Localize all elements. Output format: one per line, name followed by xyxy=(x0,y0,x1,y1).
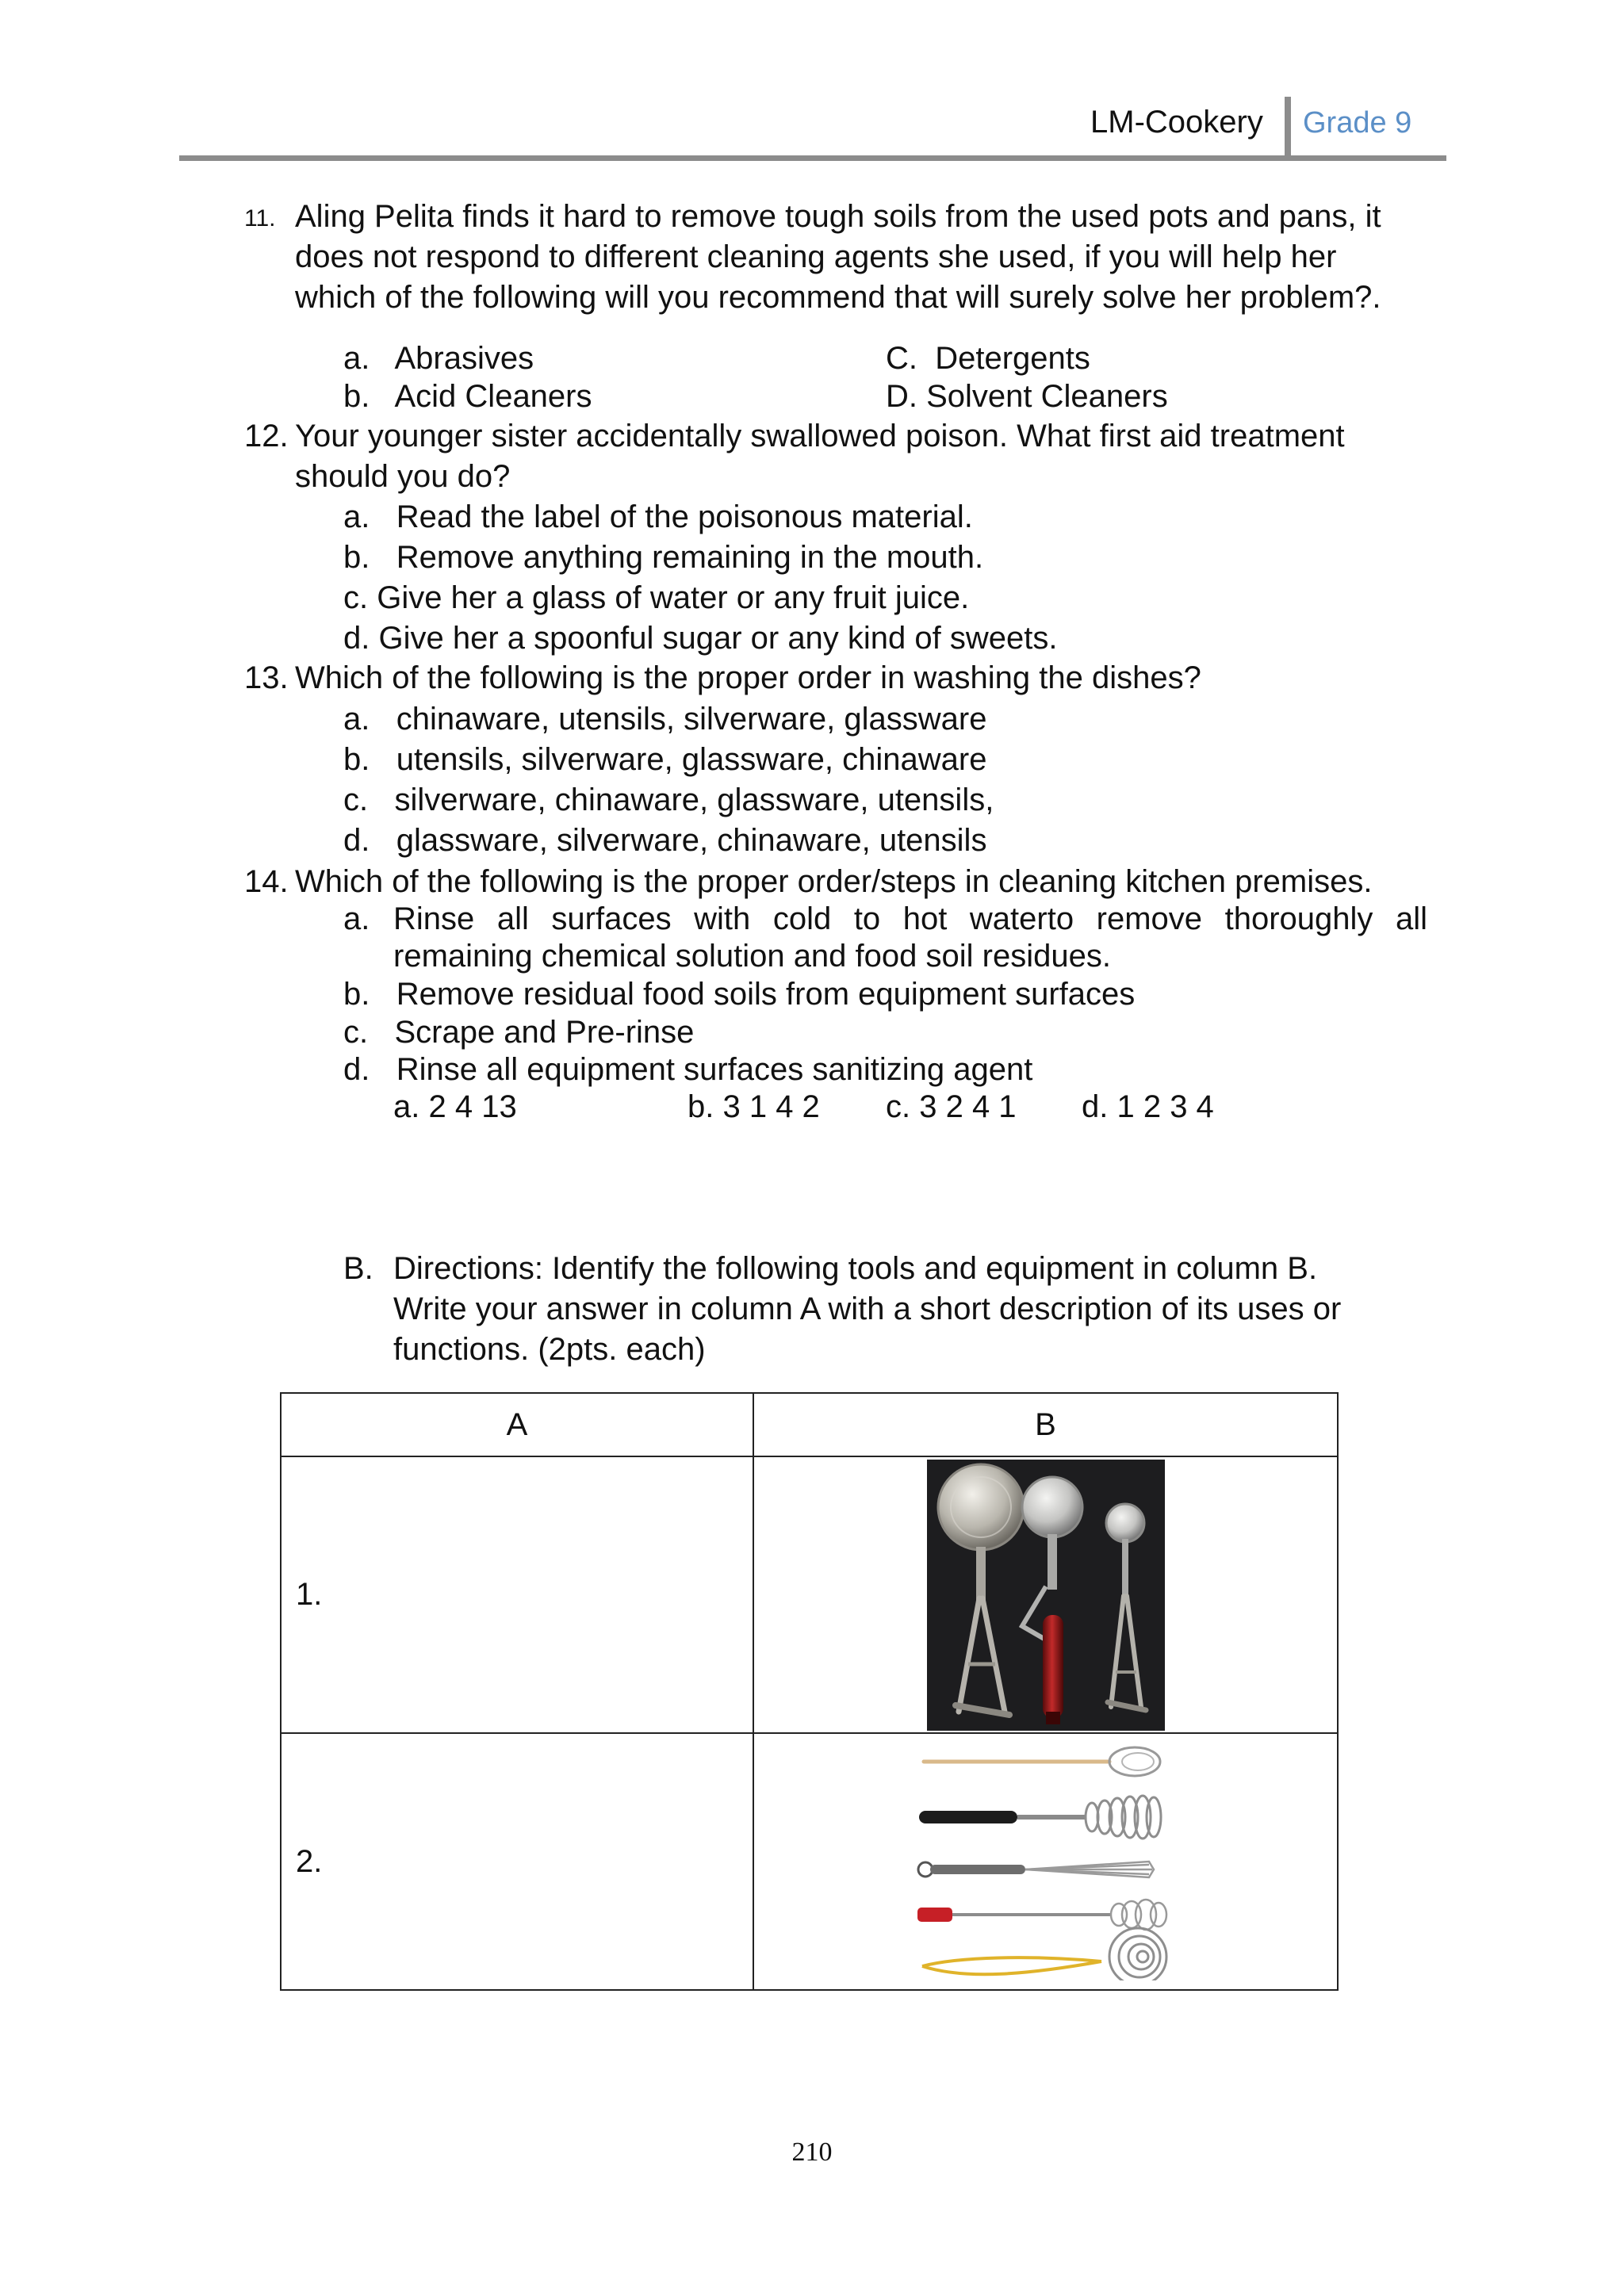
part-b-line-1: Directions: Identify the following tools and equipment in column B. xyxy=(393,1251,1318,1286)
q14-step-a-word: hot xyxy=(902,901,948,936)
header-grade: Grade 9 xyxy=(1303,106,1412,140)
q11-line-2: does not respond to different cleaning agents she used, if you will help her xyxy=(295,239,1337,274)
q13-option-a: a. chinaware, utensils, silverware, glassware xyxy=(343,702,987,737)
q14-step-a-word: surfaces xyxy=(551,901,672,936)
q11-option-c: C. Detergents xyxy=(886,341,1090,376)
q12-option-b: b. Remove anything remaining in the mouth. xyxy=(343,540,984,575)
q14-step-a-word: thoroughly xyxy=(1224,901,1373,936)
q13-line-1: Which of the following is the proper order in washing the dishes? xyxy=(295,660,1201,695)
q12-option-a: a. Read the label of the poisonous material. xyxy=(343,499,973,534)
q12-line-2: should you do? xyxy=(295,459,511,494)
answer-cell-2 xyxy=(281,1733,753,1990)
q12-number: 12. xyxy=(244,419,289,453)
image-cell-2 xyxy=(753,1733,1338,1990)
q14-step-c: c. Scrape and Pre-rinse xyxy=(343,1015,695,1050)
part-b-line-2: Write your answer in column A with a short description of its uses or xyxy=(393,1292,1342,1326)
table-header-row xyxy=(281,1393,1338,1456)
q14-step-a-letter: a. xyxy=(343,901,370,936)
header-title: LM-Cookery xyxy=(1090,105,1263,140)
row-number-1: 1. xyxy=(296,1577,323,1612)
q14-choice-d: d. 1 2 3 4 xyxy=(1082,1089,1214,1124)
header-rule xyxy=(179,155,1446,161)
answer-cell-1 xyxy=(281,1456,753,1733)
q11-option-b: b. Acid Cleaners xyxy=(343,379,592,414)
header-separator xyxy=(1285,97,1291,159)
q14-step-d: d. Rinse all equipment surfaces sanitizing agent xyxy=(343,1052,1033,1087)
q13-option-d: d. glassware, silverware, chinaware, utensils xyxy=(343,823,987,858)
image-cell-1 xyxy=(753,1456,1338,1733)
q13-option-b: b. utensils, silverware, glassware, chinaware xyxy=(343,742,987,777)
tools-table xyxy=(280,1392,1339,1991)
q14-choice-a: a. 2 4 13 xyxy=(393,1089,517,1124)
q11-line-1: Aling Pelita finds it hard to remove tough soils from the used pots and pans, it xyxy=(295,199,1381,234)
q14-step-b: b. Remove residual food soils from equipment surfaces xyxy=(343,977,1136,1012)
table-row xyxy=(281,1733,1338,1990)
q14-step-a-line-2: remaining chemical solution and food soil residues. xyxy=(393,939,1111,974)
q14-step-a-word: all xyxy=(1395,901,1427,936)
q11-line-3: which of the following will you recommend that will surely solve her problem?. xyxy=(295,280,1381,315)
q13-number: 13. xyxy=(244,660,289,695)
q12-line-1: Your younger sister accidentally swallowed poison. What first aid treatment xyxy=(295,419,1345,453)
q11-number: 11. xyxy=(244,205,276,232)
q14-step-a-word: Rinse xyxy=(393,901,475,936)
q14-step-a-word: with xyxy=(694,901,751,936)
q14-step-a-word: waterto xyxy=(969,901,1074,936)
q13-option-c: c. silverware, chinaware, glassware, utensils, xyxy=(343,783,994,817)
q14-number: 14. xyxy=(244,864,289,899)
q14-step-a-word: remove xyxy=(1096,901,1203,936)
q14-step-a-word: all xyxy=(496,901,529,936)
q14-step-a-word: cold xyxy=(772,901,832,936)
ice-cream-scoops-image xyxy=(927,1460,1165,1731)
q11-option-d: D. Solvent Cleaners xyxy=(886,379,1168,414)
column-b-header: B xyxy=(753,1393,1338,1456)
q12-option-d: d. Give her a spoonful sugar or any kind of sweets. xyxy=(343,621,1058,656)
q11-option-a: a. Abrasives xyxy=(343,341,534,376)
row-number-2: 2. xyxy=(296,1843,323,1879)
part-b-line-3: functions. (2pts. each) xyxy=(393,1332,706,1367)
column-a-header: A xyxy=(281,1393,753,1456)
q14-line-1: Which of the following is the proper order/steps in cleaning kitchen premises. xyxy=(295,864,1373,899)
whisks-image xyxy=(911,1743,1181,1980)
part-b-letter: B. xyxy=(343,1251,373,1286)
q14-step-a-word: to xyxy=(853,901,881,936)
q14-choice-c: c. 3 2 4 1 xyxy=(886,1089,1017,1124)
q12-option-c: c. Give her a glass of water or any fruit juice. xyxy=(343,580,970,615)
table-row xyxy=(281,1456,1338,1733)
q14-choice-b: b. 3 1 4 2 xyxy=(688,1089,820,1124)
q14-step-a-line-1 xyxy=(393,899,1427,939)
page-number: 210 xyxy=(791,2137,833,2167)
